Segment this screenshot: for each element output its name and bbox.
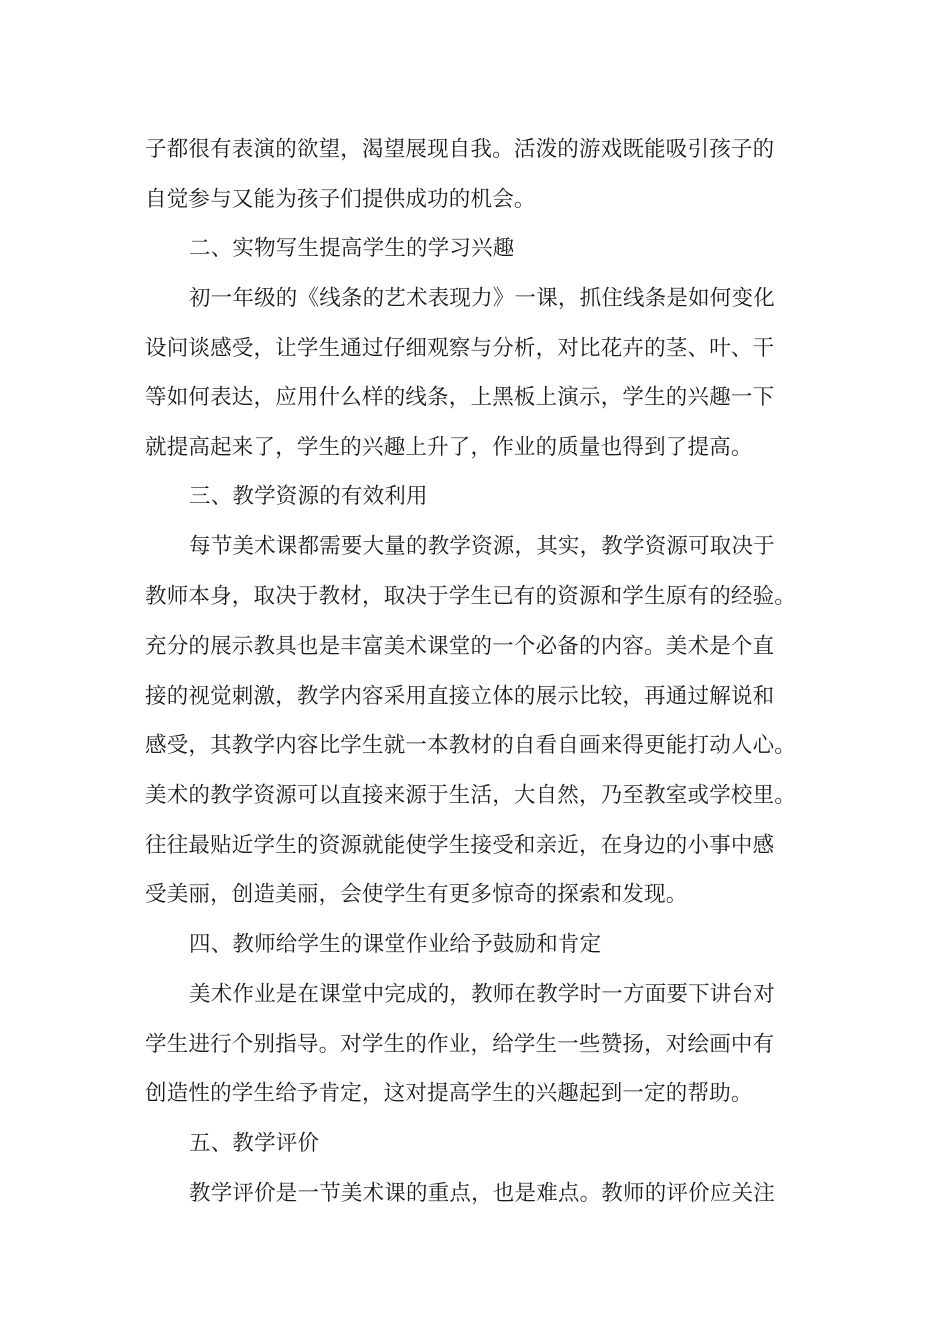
- paragraph-line: 每节美术课都需要大量的教学资源，其实，教学资源可取决于: [189, 534, 775, 559]
- paragraph-line: 接的视觉刺激，教学内容采用直接立体的展示比较，再通过解说和: [145, 684, 775, 709]
- section-heading: 四、教师给学生的课堂作业给予鼓励和肯定: [189, 932, 602, 957]
- paragraph-line: 受美丽，创造美丽，会使学生有更多惊奇的探索和发现。: [145, 882, 688, 907]
- paragraph-line: 自觉参与又能为孩子们提供成功的机会。: [145, 187, 536, 212]
- paragraph-line: 初一年级的《线条的艺术表现力》一课，抓住线条是如何变化: [189, 286, 775, 311]
- paragraph-line: 等如何表达，应用什么样的线条，上黑板上演示，学生的兴趣一下: [145, 385, 775, 410]
- paragraph-line: 美术作业是在课堂中完成的，教师在教学时一方面要下讲台对: [189, 982, 775, 1007]
- section-heading: 五、教学评价: [189, 1131, 320, 1156]
- paragraph-line: 感受，其教学内容比学生就一本教材的自看自画来得更能打动人心。: [145, 733, 797, 758]
- paragraph-line: 美术的教学资源可以直接来源于生活，大自然，乃至教室或学校里。: [145, 783, 797, 808]
- paragraph-line: 教师本身，取决于教材，取决于学生已有的资源和学生原有的经验。: [145, 584, 797, 609]
- paragraph-line: 充分的展示教具也是丰富美术课堂的一个必备的内容。美术是个直: [145, 634, 775, 659]
- section-heading: 三、教学资源的有效利用: [189, 484, 428, 509]
- section-heading: 二、实物写生提高学生的学习兴趣: [189, 236, 515, 261]
- paragraph-line: 设问谈感受，让学生通过仔细观察与分析，对比花卉的茎、叶、干: [145, 336, 775, 361]
- paragraph-line: 学生进行个别指导。对学生的作业，给学生一些赞扬，对绘画中有: [145, 1032, 775, 1057]
- paragraph-line: 创造性的学生给予肯定，这对提高学生的兴趣起到一定的帮助。: [145, 1081, 753, 1106]
- paragraph-line: 教学评价是一节美术课的重点，也是难点。教师的评价应关注: [189, 1181, 775, 1206]
- paragraph-line: 子都很有表演的欲望，渴望展现自我。活泼的游戏既能吸引孩子的: [145, 137, 775, 162]
- paragraph-line: 就提高起来了，学生的兴趣上升了，作业的质量也得到了提高。: [145, 435, 753, 460]
- paragraph-line: 往往最贴近学生的资源就能使学生接受和亲近，在身边的小事中感: [145, 833, 775, 858]
